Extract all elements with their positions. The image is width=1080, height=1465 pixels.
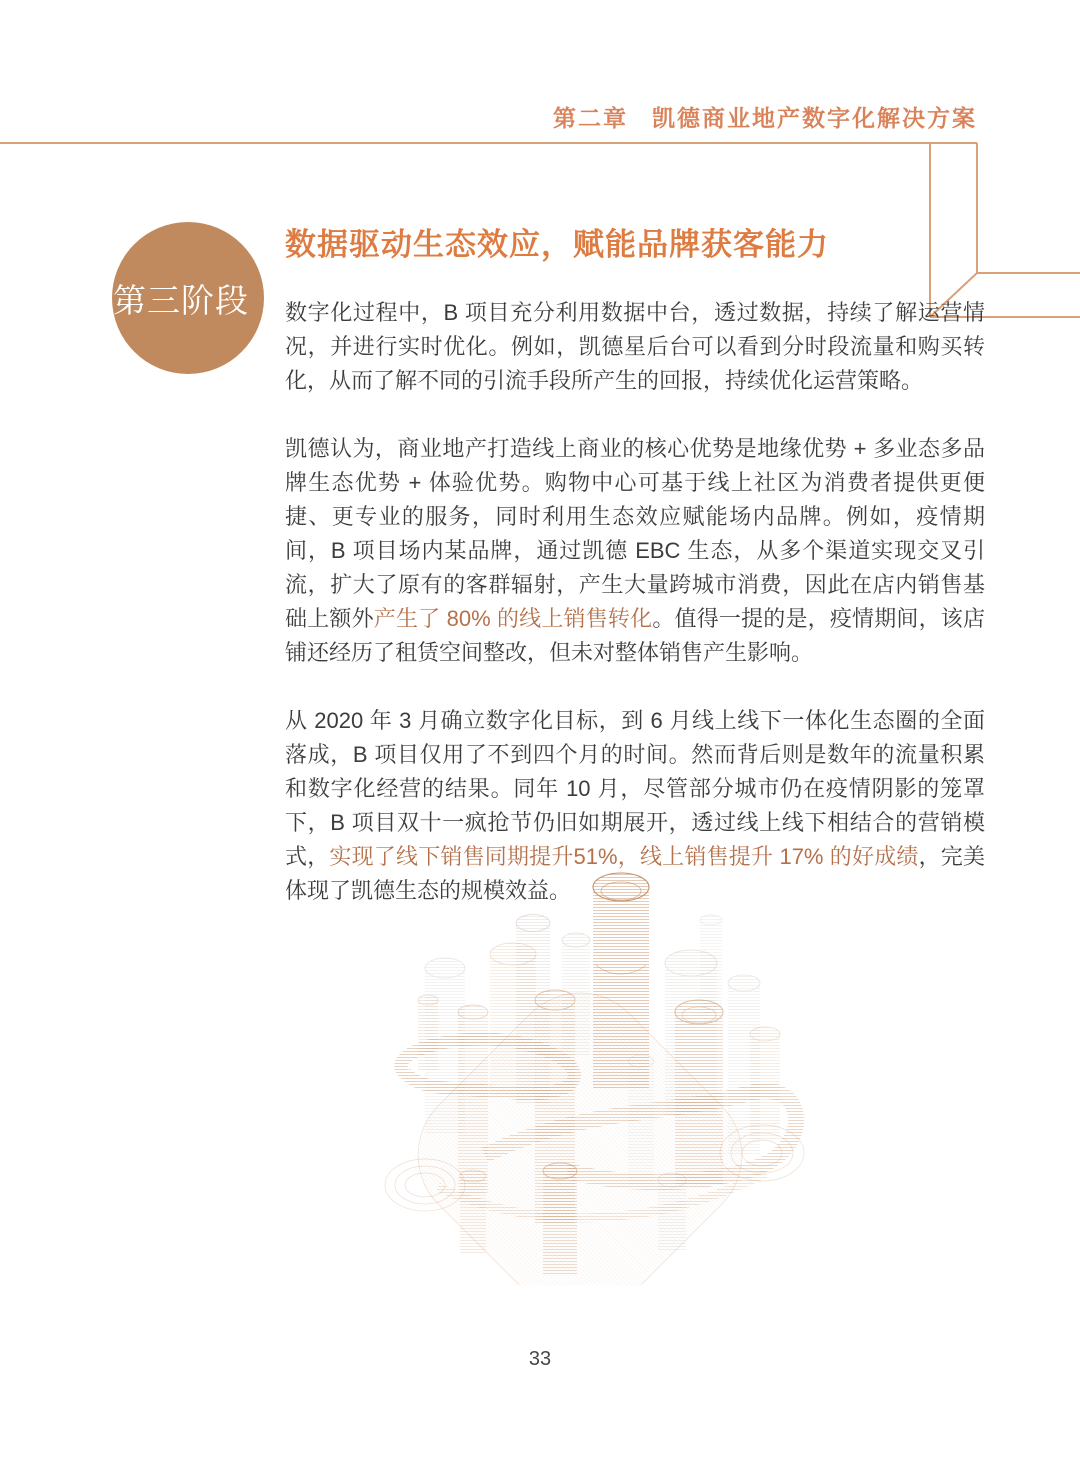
- chapter-label: 第二章: [553, 105, 628, 131]
- highlight-double-eleven-sales: 实现了线下销售同期提升51%，线上销售提升 17% 的好成绩: [329, 844, 919, 869]
- chapter-title: 凯德商业地产数字化解决方案: [652, 105, 977, 131]
- article: [285, 219, 985, 942]
- section-title: 数据驱动生态效应，赋能品牌获客能力: [285, 227, 829, 262]
- illustration-central-tower: [593, 873, 649, 1090]
- paragraph-3-text-pre: 从 2020 年 3 月确立数字化目标，到 6 月线上线下一体化生态圈的全面落成，B 项目仅用了不到四个月的时间。然而背后则是数年的流量积累和数字化经营的结果。同年 10 月，尽管部分城市仍在疫情阴影的笼罩下，B 项目双十一疯抢节仍旧如期展开，透过线上线下相结合的营销模式，: [285, 708, 985, 869]
- paragraph-2: [285, 432, 985, 670]
- paragraph-3-text-post: ，完美体现了凯德生态的规模效益。: [285, 844, 985, 903]
- paragraph-1: [285, 296, 985, 398]
- page-number: 33: [528, 1348, 552, 1370]
- paragraph-2-text-pre: 凯德认为，商业地产打造线上商业的核心优势是地缘优势 + 多业态多品牌生态优势 + 体验优势。购物中心可基于线上社区为消费者提供更便捷、更专业的服务，同时利用生态效应赋能场内品牌。例如，疫情期间，B 项目场内某品牌，通过凯德 EBC 生态，从多个渠道实现交叉引流，扩大了原有的客群辐射，产生大量跨城市消费，因此在店内销售基础上额外: [285, 436, 985, 631]
- abstract-city-illustration: [330, 855, 830, 1285]
- highlight-online-sales-conversion: 产生了 80% 的线上销售转化: [373, 606, 653, 631]
- paragraph-2-text-post: 。值得一提的是，疫情期间，该店铺还经历了租赁空间整改，但未对整体销售产生影响。: [285, 606, 985, 665]
- paragraph-1-text: 数字化过程中，B 项目充分利用数据中台，透过数据，持续了解运营情况，并进行实时优化。例如，凯德星后台可以看到分时段流量和购买转化，从而了解不同的引流手段所产生的回报，持续优化运营策略。: [285, 300, 985, 393]
- stage-badge-label: 第三阶段: [113, 281, 249, 319]
- stage-badge: [112, 222, 264, 374]
